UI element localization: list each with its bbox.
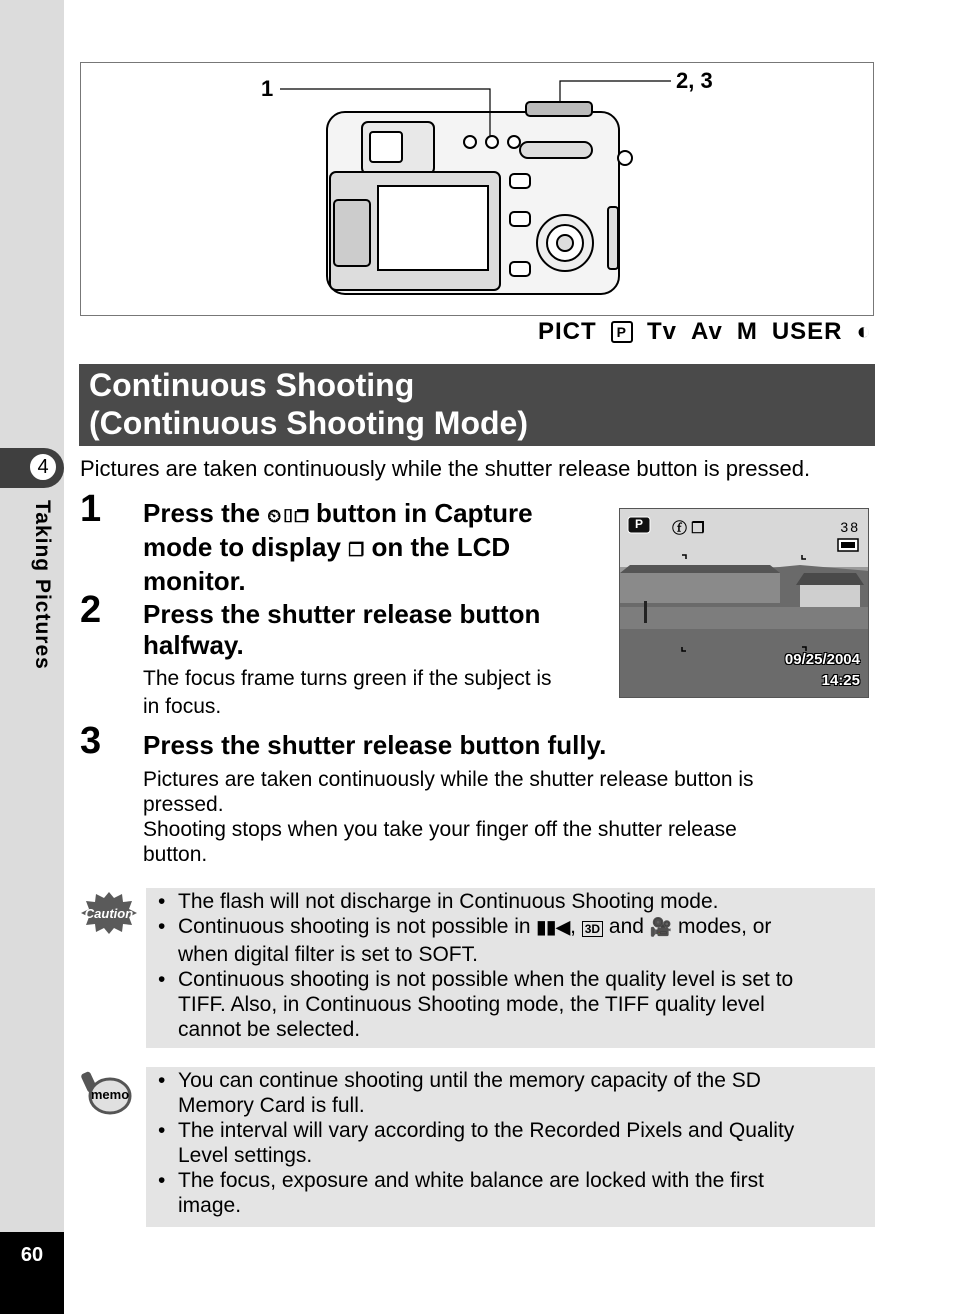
step-1-text-d: on the LCD [364, 532, 511, 562]
step-2-number: 2 [80, 589, 102, 631]
step-2-heading-line2: halfway. [143, 630, 244, 660]
caution-item-3-line3: cannot be selected. [178, 1018, 361, 1041]
continuous-icon: ❐ [348, 540, 365, 560]
mode-tv: Tv [647, 318, 678, 345]
3d-mode-icon: 3D [582, 921, 603, 937]
mode-manual: M [736, 318, 758, 345]
lcd-date: 09/25/2004 [784, 651, 860, 668]
caution-item [178, 914, 865, 967]
mode-b-icon: ◐ [856, 318, 872, 345]
caution-item-3-line1: • Continuous shooting is not possible when the quality level is set to [178, 968, 794, 991]
caution-item-2-text-a: Continuous shooting is not possible in [178, 915, 537, 938]
section-title-bar [79, 364, 875, 446]
step-1-number: 1 [80, 488, 102, 530]
step-1-heading [143, 498, 533, 597]
memo-item [178, 1068, 865, 1118]
panorama-mode-icon: ▮▮◀ [536, 917, 571, 937]
caution-icon-label: Caution [84, 906, 134, 921]
caution-item-2-text-b: and [603, 915, 650, 938]
memo-item-1-line1: • You can continue shooting until the memory capacity of the SD [178, 1069, 761, 1092]
caution-item-2-line2: when digital filter is set to SOFT. [178, 943, 478, 966]
callout-1: 1 [261, 76, 274, 101]
chapter-number: 4 [28, 452, 58, 482]
step-1-text-b: button in Capture [308, 498, 533, 528]
caution-item-3-line2: TIFF. Also, in Continuous Shooting mode, the TIFF quality level [178, 993, 765, 1016]
camera-back-illustration [80, 62, 874, 316]
memo-item-1-line2: Memory Card is full. [178, 1094, 365, 1117]
caution-item-2-text-c: modes, or [672, 915, 772, 938]
caution-box [146, 888, 875, 1048]
callout-2-3: 2, 3 [676, 68, 713, 93]
lcd-monitor-preview [619, 508, 869, 698]
section-title-line2: (Continuous Shooting Mode) [89, 405, 528, 441]
step-1-text-a: Press the [143, 498, 268, 528]
movie-mode-icon: 🎥 [649, 917, 673, 937]
intro-text: Pictures are taken continuously while the shutter release button is pressed. [80, 456, 811, 481]
memo-item [178, 1168, 865, 1218]
memo-box [146, 1067, 875, 1227]
step-3-body [143, 767, 754, 867]
caution-item-2-sep: , [570, 915, 582, 938]
step-2-heading [143, 599, 540, 661]
step-3-heading: Press the shutter release button fully. [143, 730, 607, 760]
memo-item-2-line2: Level settings. [178, 1144, 313, 1167]
memo-icon [80, 1070, 134, 1123]
step-3-body-line3: Shooting stops when you take your finger off the shutter release [143, 818, 737, 841]
step-3-body-line1: Pictures are taken continuously while the shutter release button is [143, 768, 754, 791]
lcd-mode-badge: P [634, 517, 643, 531]
memo-item-3-line2: image. [178, 1194, 242, 1217]
lcd-frames-remaining: 38 [840, 519, 860, 535]
lcd-time: 14:25 [821, 672, 860, 689]
memo-icon-label: memo [90, 1087, 130, 1102]
step-1-text-c: mode to display [143, 532, 349, 562]
step-2-heading-line1: Press the shutter release button [143, 599, 541, 629]
step-2-body-line2: in focus. [143, 695, 222, 718]
caution-item [178, 967, 865, 1042]
mode-program: P [611, 321, 633, 343]
step-2-body-line1: The focus frame turns green if the subject is [143, 667, 552, 690]
step-3-body-line2: pressed. [143, 793, 224, 816]
memo-item-3-line1: • The focus, exposure and white balance are locked with the first [178, 1169, 764, 1192]
drive-mode-icon: ⏲▯❐ [267, 506, 309, 526]
chapter-label: Taking Pictures [31, 500, 54, 670]
step-3-number: 3 [80, 720, 102, 762]
section-title-line1: Continuous Shooting [89, 367, 415, 403]
applicable-modes [538, 318, 872, 346]
memo-item [178, 1118, 865, 1168]
mode-user: USER [771, 318, 843, 345]
step-2-body [143, 665, 552, 721]
mode-pict: PICT [537, 318, 597, 345]
caution-item [178, 889, 865, 914]
page-number: 60 [20, 1244, 44, 1266]
lcd-scene [620, 509, 869, 698]
step-3-body-line4: button. [143, 843, 208, 866]
step-1-text-e: monitor. [143, 566, 246, 596]
caution-icon [80, 890, 138, 941]
memo-item-2-line1: • The interval will vary according to the Recorded Pixels and Quality [178, 1119, 795, 1142]
lcd-flash-drive-icons: ⓕ ❐ [672, 520, 705, 537]
caution-item-1-line1: The flash will not discharge in Continuous Shooting mode. [178, 890, 719, 913]
mode-av: Av [691, 318, 723, 345]
